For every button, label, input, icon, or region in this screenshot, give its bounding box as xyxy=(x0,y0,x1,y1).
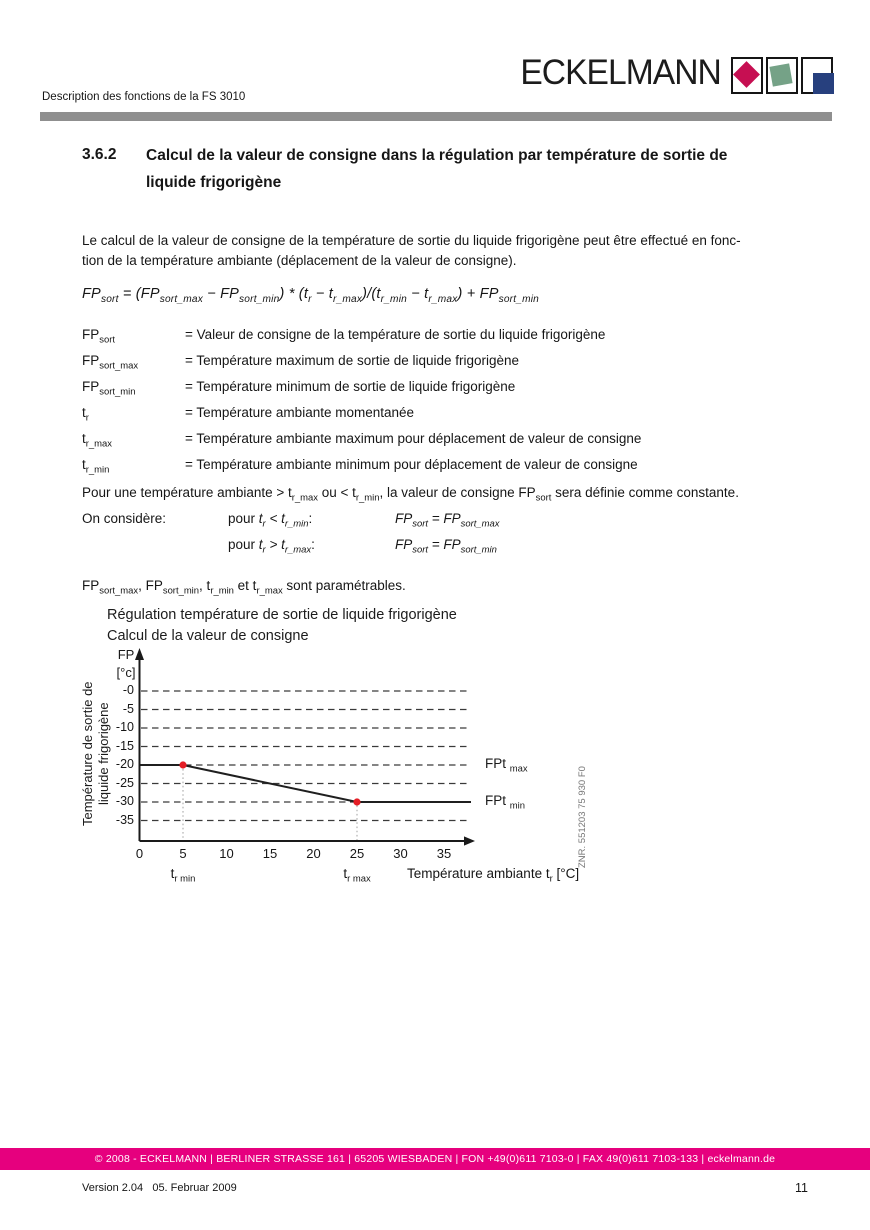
marker-guides xyxy=(183,769,357,841)
marker-trmax-fptmin xyxy=(353,798,360,805)
y-tick-label: -35 xyxy=(115,812,134,827)
y-tick-label: -0 xyxy=(122,683,134,697)
x-tick-label: 20 xyxy=(306,846,321,861)
y-tick-label: -10 xyxy=(115,720,134,734)
x-tick-label: 35 xyxy=(436,846,452,861)
version-line: Version 2.04 05. Februar 2009 xyxy=(82,1182,237,1194)
definition-term: $t_{r\_min}$ xyxy=(82,457,110,476)
doc-header-title: Description des fonctions de la FS 3010 xyxy=(42,91,246,103)
x-tick-label: 25 xyxy=(349,846,365,861)
x-axis-arrow-icon xyxy=(464,836,475,845)
page-number: 11 xyxy=(795,1181,808,1195)
consider-condition-2: pour $t_r > t_{r\_max}$: xyxy=(228,537,315,556)
intro-line2: tion de la température ambiante (déplacement de la valeur de consigne). xyxy=(82,253,517,268)
section-title-line2: liquide frigorigène xyxy=(146,174,282,191)
fpt-min-label: FPt $_{min}$ xyxy=(485,793,525,812)
drawing-number: ZNR. 551203 75 930 F0 xyxy=(577,766,588,868)
definition-row xyxy=(82,379,802,405)
intro-paragraph xyxy=(82,231,802,271)
figure-title xyxy=(107,605,457,646)
logo-mark xyxy=(728,57,833,94)
definition-row xyxy=(82,457,802,483)
section-number: 3.6.2 xyxy=(82,146,117,163)
tr-min-label: $t_{r min}$ xyxy=(170,866,196,885)
consider-label: On considère: xyxy=(82,511,167,526)
definition-text: = Température ambiante momentanée xyxy=(185,405,415,420)
fpt-max-label: FPt $_{max}$ xyxy=(485,756,528,775)
marker-trmin-fptmax xyxy=(179,761,186,768)
figure-title-line1: Régulation température de sortie de liquide frigorigène xyxy=(107,607,457,623)
logo-box-2 xyxy=(766,57,798,94)
section-title xyxy=(146,146,727,200)
definition-text: = Température ambiante maximum pour déplacement de valeur de consigne xyxy=(185,431,642,446)
y-tick-label: -15 xyxy=(115,738,134,753)
x-axis-title: Température ambiante $t_r$ [°C] xyxy=(407,866,580,885)
definition-term: $FP_{sort\_min}$ xyxy=(82,379,136,398)
definition-row xyxy=(82,431,802,457)
eckelmann-logo xyxy=(512,54,833,94)
definition-text: = Température maximum de sortie de liquide frigorigène xyxy=(185,353,520,368)
logo-box-1 xyxy=(731,57,763,94)
constant-note: Pour une température ambiante > $t_{r\_max}$ ou < $t_{r\_min}$, la valeur de consigne $FP_{sort}$ sera définie comme constante. xyxy=(82,485,739,504)
definition-term: $t_r$ xyxy=(82,405,89,424)
definition-text: = Température minimum de sortie de liquide frigorigène xyxy=(185,379,516,394)
y-tick-label: -5 xyxy=(122,701,134,716)
parametrable-note: $FP_{sort\_max}$, $FP_{sort\_min}$, $t_{r\_min}$ et $t_{r\_max}$ sont paramétrables. xyxy=(82,578,406,597)
logo-diamond-magenta-icon xyxy=(733,61,760,88)
y-axis-title-line2: liquide frigorigène xyxy=(96,702,111,806)
definition-list xyxy=(82,327,802,483)
consider-equation-1: $FP_{sort} = FP_{sort\_max}$ xyxy=(395,511,500,530)
consider-spacer xyxy=(82,536,228,554)
y-tick-label: -30 xyxy=(115,794,134,808)
footer-bar: © 2008 - ECKELMANN | BERLINER STRASSE 161 | 65205 WIESBADEN | FON +49(0)611 7103-0 | FAX 49(0)611 7103-133 | eckelmann.de xyxy=(0,1148,870,1170)
setpoint-chart xyxy=(80,646,610,896)
logo-square-blue-icon xyxy=(813,73,834,94)
section-heading xyxy=(82,146,727,200)
tr-max-label: $t_{r max}$ xyxy=(343,866,371,885)
logo-box-3 xyxy=(801,57,833,94)
x-tick-label: 5 xyxy=(179,846,187,861)
figure-title-line2: Calcul de la valeur de consigne xyxy=(107,627,309,644)
consider-condition-1: pour $t_r < t_{r\_min}$: xyxy=(228,511,313,530)
definition-term: $FP_{sort\_max}$ xyxy=(82,353,139,372)
y-tick-label: -25 xyxy=(115,775,134,790)
x-tick-label: 10 xyxy=(219,846,234,861)
section-title-line1: Calcul de la valeur de consigne dans la régulation par température de sortie de xyxy=(146,147,728,164)
x-tick-label: 0 xyxy=(135,846,144,861)
y-axis-name: FP xyxy=(117,647,135,662)
definition-row xyxy=(82,405,802,431)
definition-text: = Valeur de consigne de la température de sortie du liquide frigorigène xyxy=(185,327,606,342)
logo-wordmark: ECKELMANN xyxy=(520,53,721,92)
y-axis-title-line1: Température de sortie de xyxy=(80,681,95,827)
setpoint-formula: $FP_{sort} = (FP_{sort\_max} - FP_{sort\_min}) * (t_r - t_{r\_max})/(t_{r\_min} - t_{r\_max}) + FP_{sort\_min}$ xyxy=(82,286,540,305)
y-tick-label: -20 xyxy=(115,757,134,771)
definition-text: = Température ambiante minimum pour déplacement de valeur de consigne xyxy=(185,457,638,472)
intro-line1: Le calcul de la valeur de consigne de la température de sortie du liquide frigorigène peut être effectué en fonc- xyxy=(82,233,741,248)
consider-block xyxy=(82,510,499,554)
header-rule xyxy=(40,112,832,121)
consider-equation-2: $FP_{sort} = FP_{sort\_min}$ xyxy=(395,537,497,556)
definition-term: $t_{r\_max}$ xyxy=(82,431,112,450)
definition-term: $FP_{sort}$ xyxy=(82,327,115,346)
y-axis-unit: [°c] xyxy=(116,665,136,680)
x-tick-label: 15 xyxy=(262,846,278,861)
logo-square-green-icon xyxy=(769,63,792,86)
definition-row xyxy=(82,327,802,353)
x-tick-label: 30 xyxy=(393,846,408,861)
definition-row xyxy=(82,353,802,379)
